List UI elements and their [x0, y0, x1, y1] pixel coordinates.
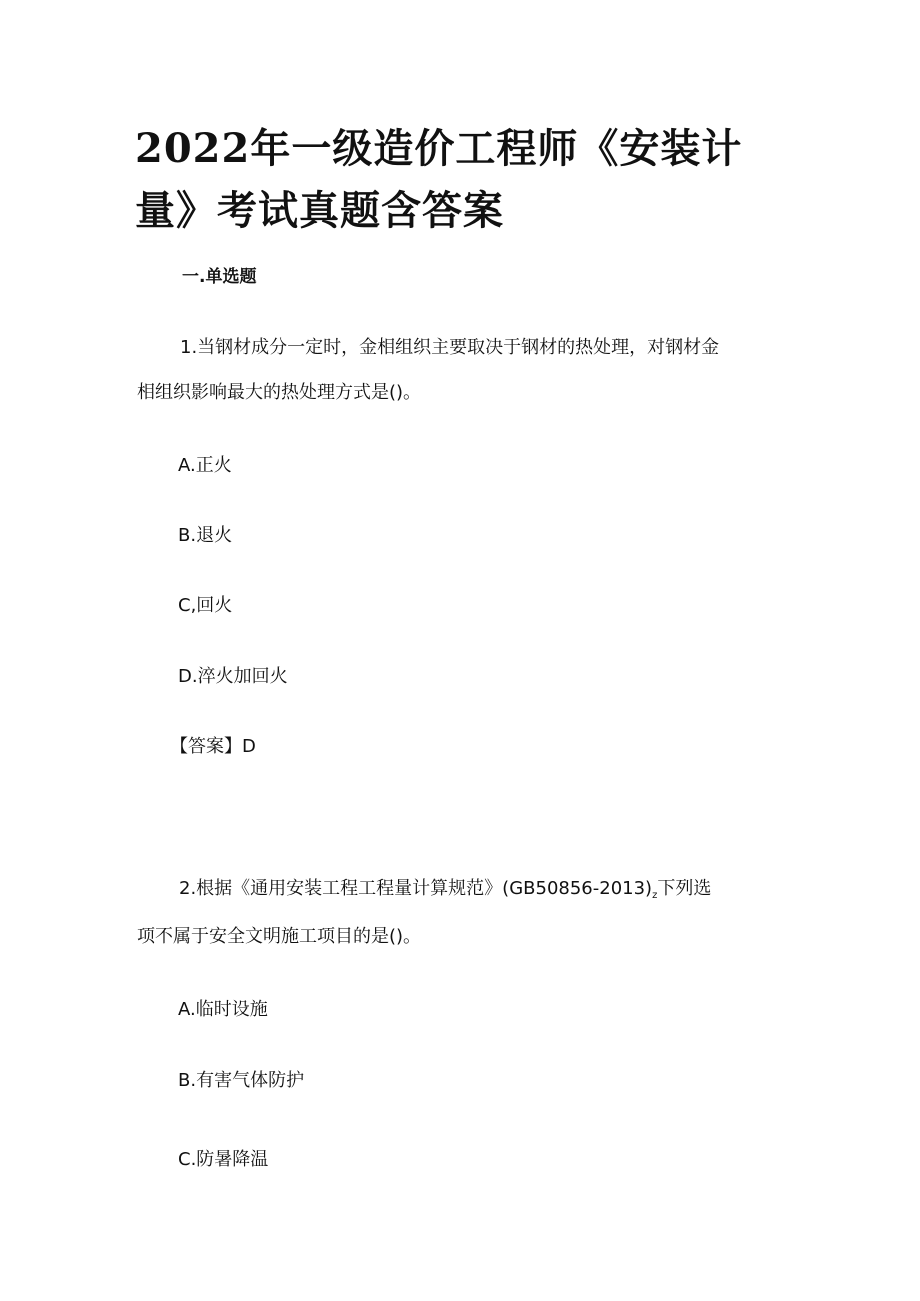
question-1-option-d: D.淬火加回火: [178, 666, 288, 687]
question-2-text-tail: 下列选: [657, 878, 712, 899]
question-1-text-line-2: 相组织影响最大的热处理方式是()。: [137, 382, 422, 403]
document-title: [135, 118, 775, 242]
question-2-text-line-2: 项不属于安全文明施工项目的是()。: [137, 926, 422, 947]
section-heading: 一.单选题: [182, 267, 257, 287]
question-2-text-line-1: [179, 874, 711, 911]
question-2-option-c: C.防暑降温: [178, 1149, 269, 1170]
question-1-option-c: C,回火: [178, 595, 233, 616]
question-2-option-b: B.有害气体防护: [178, 1070, 305, 1091]
question-2-option-a: A.临时设施: [178, 999, 268, 1020]
question-2-text-main: 2.根据《通用安装工程工程量计算规范》(GB50856-2013): [179, 878, 653, 899]
title-line-1: 2022年一级造价工程师《安装计: [135, 125, 743, 172]
question-1-text-line-1: 1.当钢材成分一定时，金相组织主要取决于钢材的热处理，对钢材金: [180, 337, 720, 358]
title-line-2: 量》考试真题含答案: [135, 187, 504, 234]
question-1-answer: 【答案】D: [170, 736, 256, 757]
question-1-option-b: B.退火: [178, 525, 233, 546]
question-2-text-subscript: z: [652, 890, 658, 901]
question-1-option-a: A.正火: [178, 455, 232, 476]
